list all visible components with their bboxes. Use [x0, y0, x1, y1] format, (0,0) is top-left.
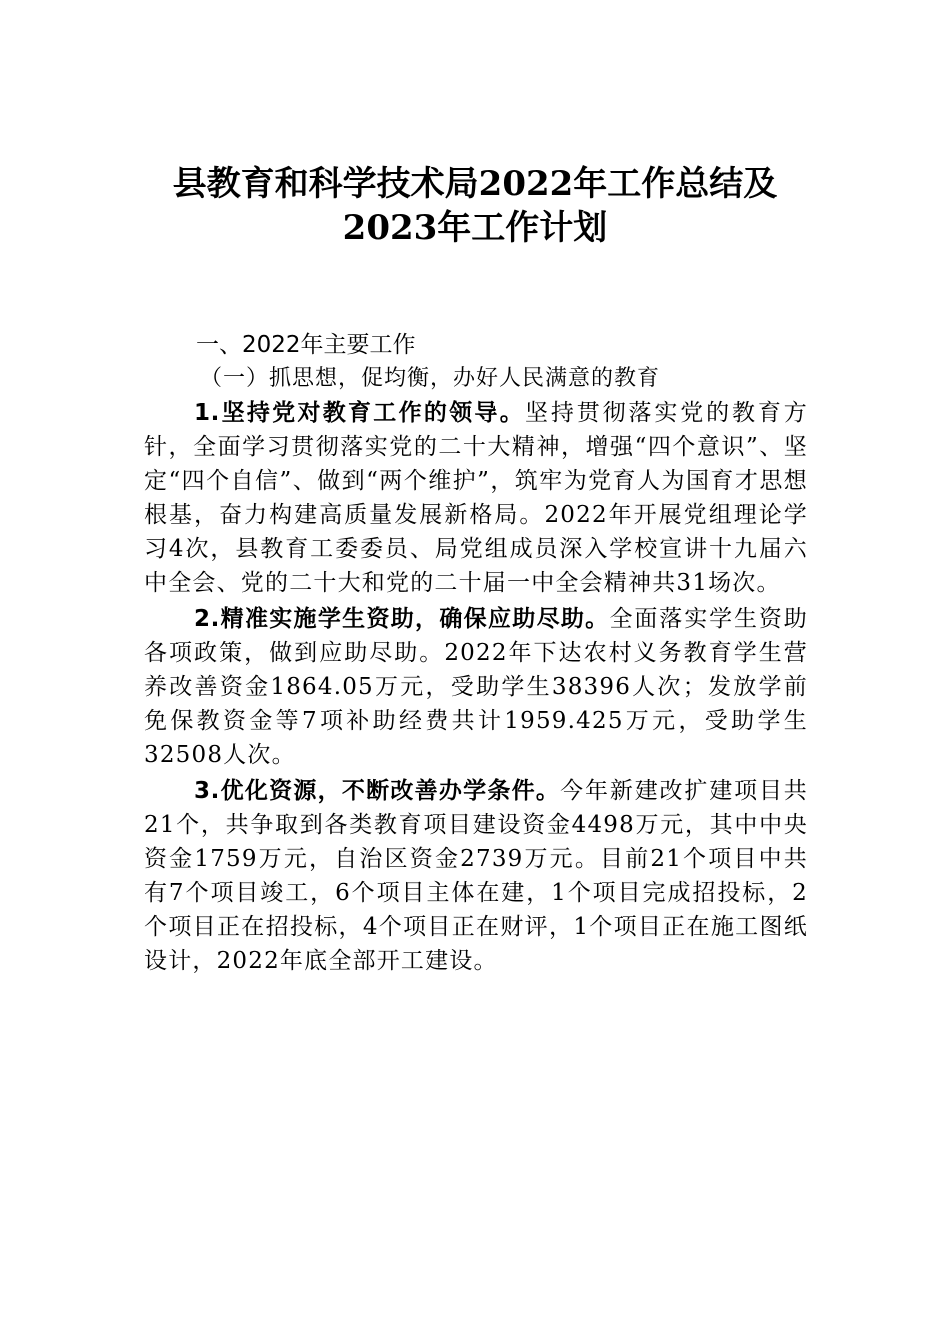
- paragraph-party-leadership: [144, 396, 808, 600]
- document-title-line-1: 县教育和科学技术局2022年工作总结及: [172, 164, 778, 204]
- document-title-line-2: 2023年工作计划: [342, 208, 608, 248]
- paragraph-lead: 1.坚持党对教育工作的领导。: [194, 400, 525, 426]
- paragraph-text: 全面落实学生资助各项政策，做到应助尽助。2022年下达农村义务教育学生营养改善资金1864.05万元，受助学生38396人次；发放学前免保教资金等7项补助经费共计1959.425万元，受助学生32508人次。: [144, 606, 808, 768]
- paragraph-lead: 3.优化资源，不断改善办学条件。: [194, 778, 561, 804]
- document-body: [144, 328, 808, 978]
- paragraph-text: 今年新建改扩建项目共21个，共争取到各类教育项目建设资金4498万元，其中中央资金1759万元，自治区资金2739万元。目前21个项目中共有7个项目竣工，6个项目主体在建，1个项目完成招投标，2个项目正在招投标，4个项目正在财评，1个项目正在施工图纸设计，2022年底全部开工建设。: [144, 778, 809, 974]
- paragraph-lead: 2.精准实施学生资助，确保应助尽助。: [194, 606, 610, 632]
- paragraph-student-aid: [144, 602, 808, 772]
- subsection-heading: （一）抓思想，促均衡，办好人民满意的教育: [200, 366, 661, 391]
- paragraph-text: 坚持贯彻落实党的教育方针，全面学习贯彻落实党的二十大精神，增强“四个意识”、坚定“四个自信”、做到“两个维护”，筑牢为党育人为国育才思想根基，奋力构建高质量发展新格局。2022年开展党组理论学习4次，县教育工委委员、局党组成员深入学校宣讲十九届六中全会、党的二十大和党的二十届一中全会精神共31场次。: [144, 400, 809, 596]
- paragraph-school-conditions: [144, 774, 808, 978]
- section-heading: 一、2022年主要工作: [196, 332, 416, 358]
